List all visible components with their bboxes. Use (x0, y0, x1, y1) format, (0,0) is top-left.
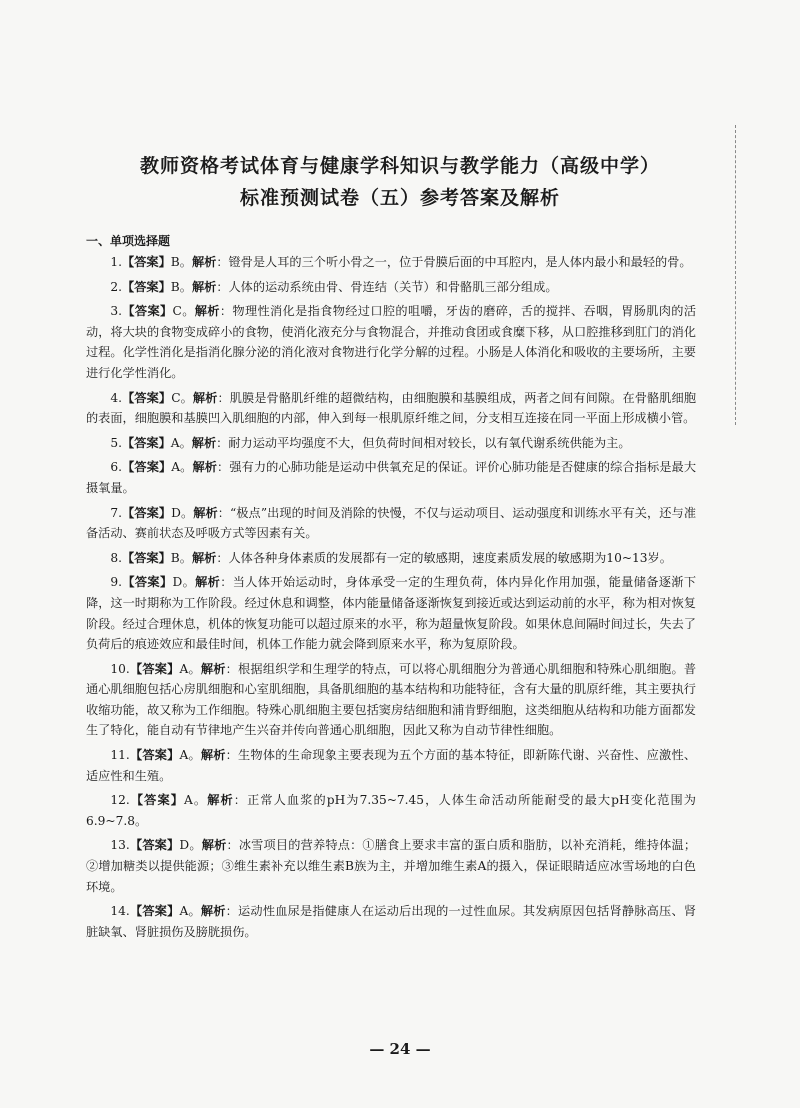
analysis-text: ：人体的运动系统由骨、骨连结（关节）和骨骼肌三部分组成。 (216, 279, 558, 294)
answer-choice: D。 (172, 575, 196, 590)
answer-choice: D。 (179, 838, 202, 853)
answer-item (86, 659, 696, 741)
binding-edge-marks (735, 125, 738, 425)
item-number: 11. (110, 748, 130, 763)
analysis-text: ：生物体的生命现象主要表现为五个方面的基本特征，即新陈代谢、兴奋性、应激性、适应性和生殖。 (86, 748, 697, 783)
answer-tag: 【答案】 (129, 793, 185, 808)
answer-tag: 【答案】 (129, 838, 180, 853)
item-number: 2. (110, 279, 123, 294)
answer-list (86, 252, 696, 946)
answer-item (86, 301, 696, 383)
answer-tag: 【答案】 (122, 304, 173, 319)
item-number: 13. (110, 838, 130, 853)
answer-choice: B。 (170, 279, 192, 294)
analysis-text: ：物理性消化是指食物经过口腔的咀嚼，牙齿的磨碎，舌的搅拌、吞咽，胃肠肌肉的活动，将大块的食物变成碎小的食物，使消化液充分与食物混合，并推动食团或食糜下移，从口腔推移到肛门的消化过程。化学性消化是指消化腺分泌的消化液对食物进行化学分解的过程。小肠是人体消化和吸收的主要场所，主要进行化学性消化。 (86, 304, 697, 380)
analysis-tag: 解析 (207, 793, 234, 808)
answer-tag: 【答案】 (129, 748, 180, 763)
analysis-tag: 解析 (192, 390, 218, 405)
answer-item (86, 835, 696, 897)
analysis-text: ：镫骨是人耳的三个听小骨之一，位于骨膜后面的中耳腔内，是人体内最小和最轻的骨。 (216, 255, 692, 269)
analysis-tag: 解析 (200, 904, 226, 919)
analysis-tag: 解析 (200, 661, 226, 676)
answer-choice: C。 (171, 390, 193, 405)
analysis-tag: 解析 (200, 748, 226, 763)
analysis-tag: 解析 (201, 838, 227, 853)
answer-item (86, 277, 696, 298)
answer-tag: 【答案】 (122, 460, 172, 475)
analysis-text: ：冰雪项目的营养特点：①膳食上要求丰富的蛋白质和脂肪，以补充消耗，维持体温；②增加糖类以提供能源；③维生素补充以维生素B族为主，并增加维生素A的摄入，保证眼睛适应冰雪场地的白色环境。 (86, 838, 697, 894)
answer-choice: B。 (170, 255, 192, 269)
answer-tag: 【答案】 (129, 661, 180, 676)
analysis-text: ：“极点”出现的时间及消除的快慢，不仅与运动项目、运动强度和训练水平有关，还与准备活动、赛前状态及呼吸方式等因素有关。 (86, 505, 697, 541)
analysis-text: ：运动性血尿是指健康人在运动后出现的一过性血尿。其发病原因包括肾静脉高压、肾脏缺氧、肾脏损伤及膀胱损伤。 (86, 904, 697, 939)
answer-item (86, 503, 696, 544)
item-number: 10. (110, 661, 130, 676)
answer-item (86, 433, 696, 454)
item-number: 12. (110, 793, 130, 808)
answer-choice: A。 (170, 435, 192, 450)
analysis-tag: 解析 (192, 460, 218, 475)
document-title (80, 150, 720, 214)
analysis-tag: 解析 (191, 255, 217, 269)
item-number: 5. (110, 435, 123, 450)
answer-tag: 【答案】 (122, 575, 173, 590)
analysis-text: ：根据组织学和生理学的特点，可以将心肌细胞分为普通心肌细胞和特殊心肌细胞。普通心肌细胞包括心房肌细胞和心室肌细胞，具备肌细胞的基本结构和功能特征，含有大量的肌原纤维，其主要执行收缩功能，故又称为工作细胞。特殊心肌细胞主要包括窦房结细胞和浦肯野细胞，这类细胞从结构和功能方面都发生了特化，能自动有节律地产生兴奋并传向普通心肌细胞，因此又称为自动节律性细胞。 (86, 661, 697, 738)
answer-choice: A。 (179, 661, 201, 676)
item-number: 4. (110, 390, 123, 405)
page-number: — 24 — (369, 1040, 431, 1058)
answer-tag: 【答案】 (122, 279, 171, 294)
answer-item (86, 745, 696, 786)
item-number: 7. (110, 505, 123, 520)
title-line-1: 教师资格考试体育与健康学科知识与教学能力（高级中学） (139, 155, 660, 177)
analysis-text: ：当人体开始运动时，身体承受一定的生理负荷，体内异化作用加强，能量储备逐渐下降，这一时期称为工作阶段。经过休息和调整，体内能量储备逐渐恢复到接近或达到运动前的水平，称为相对恢复阶段。经过合理休息，机体的恢复功能可以超过原来的水平，称为超量恢复阶段。如果休息间隔时间过长，失去了负荷后的痕迹效应和最佳时间，机体工作能力就会降到原来水平，称为复原阶段。 (86, 575, 697, 652)
answer-item (86, 548, 696, 569)
answer-tag: 【答案】 (129, 904, 180, 919)
analysis-tag: 解析 (195, 575, 221, 590)
item-number: 3. (110, 304, 123, 319)
analysis-tag: 解析 (191, 435, 217, 450)
analysis-tag: 解析 (194, 304, 220, 319)
analysis-text: ：耐力运动平均强度不大，但负荷时间相对较长，以有氧代谢系统供能为主。 (216, 435, 631, 450)
analysis-text: ：强有力的心肺功能是运动中供氧充足的保证。评价心肺功能是否健康的综合指标是最大摄氧量。 (86, 460, 697, 495)
answer-choice: A。 (179, 904, 201, 919)
answer-item (86, 790, 696, 831)
item-number: 6. (110, 460, 123, 475)
answer-choice: A。 (184, 793, 208, 808)
analysis-tag: 解析 (191, 279, 217, 294)
answer-item (86, 457, 696, 498)
answer-tag: 【答案】 (122, 550, 171, 565)
item-number: 1. (110, 255, 123, 269)
analysis-text: ：肌膜是骨骼肌纤维的超微结构，由细胞膜和基膜组成，两者之间有间隙。在骨骼肌细胞的表面，细胞膜和基膜凹入肌细胞的内部，伸入到每一根肌原纤维之间，分支相互连接在同一平面上形成横小管。 (86, 390, 697, 426)
answer-item (86, 572, 696, 654)
answer-tag: 【答案】 (122, 505, 172, 520)
analysis-text: ：正常人血浆的pH为7.35~7.45，人体生命活动所能耐受的最大pH变化范围为6.9~7.8。 (86, 793, 696, 828)
answer-tag: 【答案】 (122, 390, 172, 405)
item-number: 8. (110, 550, 123, 565)
analysis-text: ：人体各种身体素质的发展都有一定的敏感期，速度素质发展的敏感期为10~13岁。 (216, 550, 672, 565)
answer-choice: B。 (170, 550, 192, 565)
answer-choice: A。 (179, 748, 201, 763)
answer-choice: D。 (171, 505, 194, 520)
answer-choice: C。 (172, 304, 195, 319)
answer-item (86, 901, 696, 942)
answer-tag: 【答案】 (122, 255, 171, 269)
title-line-2: 标准预测试卷（五）参考答案及解析 (239, 187, 560, 209)
item-number: 14. (110, 904, 130, 919)
answer-choice: A。 (171, 460, 193, 475)
answer-item (86, 388, 696, 429)
analysis-tag: 解析 (191, 550, 217, 565)
answer-item (86, 252, 696, 273)
item-number: 9. (110, 575, 123, 590)
answer-tag: 【答案】 (122, 435, 171, 450)
analysis-tag: 解析 (193, 505, 218, 520)
section-heading: 一、单项选择题 (86, 234, 171, 248)
